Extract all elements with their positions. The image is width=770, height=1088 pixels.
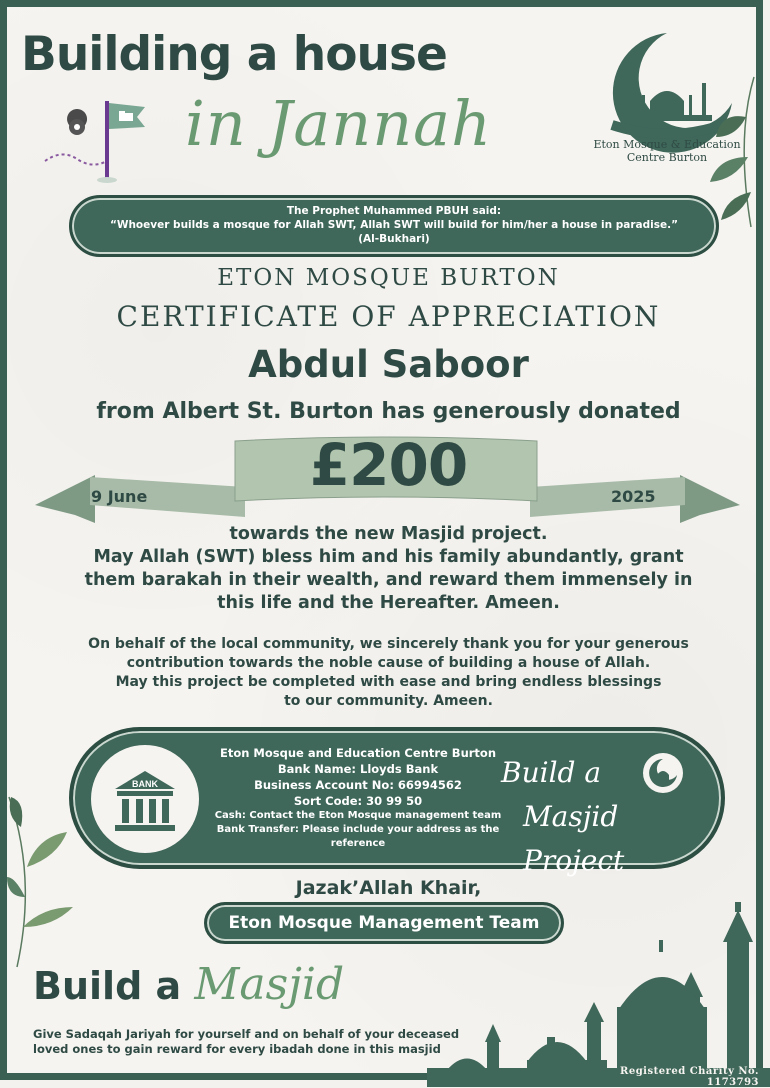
sadaqah-line2: loved ones to gain reward for every ibadah done in this masjid [33,1042,441,1056]
jazak-text: Jazak’Allah Khair, [295,877,482,899]
build-a-text: Build a [33,964,182,1008]
bank-details [193,745,523,851]
logo-caption-line1: Eton Mosque & Education [593,138,741,151]
blessing-line3: them barakah in their wealth, and reward them immensely in [84,570,693,590]
hadith-quote-box [69,195,719,257]
mini-mosque-logo-icon [643,753,683,793]
blessing-line2: May Allah (SWT) bless him and his family abundantly, grant [93,547,684,567]
bank-icon-circle [91,745,199,853]
blessing-line1: towards the new Masjid project. [229,524,548,544]
leaf-decoration-left-icon [7,797,87,967]
logo-caption-line2: Centre Burton [626,151,708,164]
bank-icon-label: BANK [132,779,158,789]
charity-number: Registered Charity No. 1173793 [620,1066,759,1088]
build-script-line1: Build a [501,756,602,789]
donated-line: from Albert St. Burton has generously donated [96,399,681,424]
bank-account: Business Account No: 66994562 [254,778,462,792]
thanks-line2: contribution towards the noble cause of building a house of Allah. [126,655,651,671]
date-year: 2025 [611,487,656,506]
masjid-script-text: Masjid [194,959,345,1010]
page-title-script: in Jannah [185,87,493,160]
bank-org: Eton Mosque and Education Centre Burton [219,746,497,760]
bank-name: Bank Name: Lloyds Bank [277,762,439,776]
bank-transfer: Bank Transfer: Please include your address as the reference [216,824,500,849]
bank-cash: Cash: Contact the Eton Mosque management team [214,810,502,821]
mosque-skyline-icon [427,902,770,1087]
build-masjid-project-script [501,751,721,883]
quote-line2: “Whoever builds a mosque for Allah SWT, Allah SWT will build for him/her a house in paradise.” [109,219,679,231]
sadaqah-line1: Give Sadaqah Jariyah for yourself and on behalf of your deceased [33,1027,460,1041]
blessing-line4: this life and the Hereafter. Ameen. [217,593,560,613]
quote-line1: The Prophet Muhammed PBUH said: [286,205,502,217]
donation-amount: £200 [309,431,468,499]
thanks-line3: May this project be completed with ease and bring endless blessings [115,674,662,690]
golf-flag-icon [37,99,157,189]
certificate-title: CERTIFICATE OF APPRECIATION [116,300,661,333]
blessing-text [47,523,730,615]
date-day-month: 9 June [91,487,148,506]
donor-name: Abdul Saboor [248,343,529,386]
thanks-line1: On behalf of the local community, we sincerely thank you for your generous [88,636,689,652]
sadaqah-text [33,1027,473,1057]
thanks-line4: to our community. Ameen. [284,693,493,709]
bank-details-box [69,727,725,877]
quote-line3: (Al-Bukhari) [358,233,430,245]
bank-icon [91,745,199,853]
thanks-text [37,635,740,711]
org-name: ETON MOSQUE BURTON [217,265,560,291]
page-title: Building a house [21,27,447,82]
build-a-masjid-heading [33,959,344,1010]
management-team-badge: Eton Mosque Management Team [204,902,564,944]
build-script-line2: Masjid Project [523,800,625,877]
bank-sort-code: Sort Code: 30 99 50 [293,794,423,808]
